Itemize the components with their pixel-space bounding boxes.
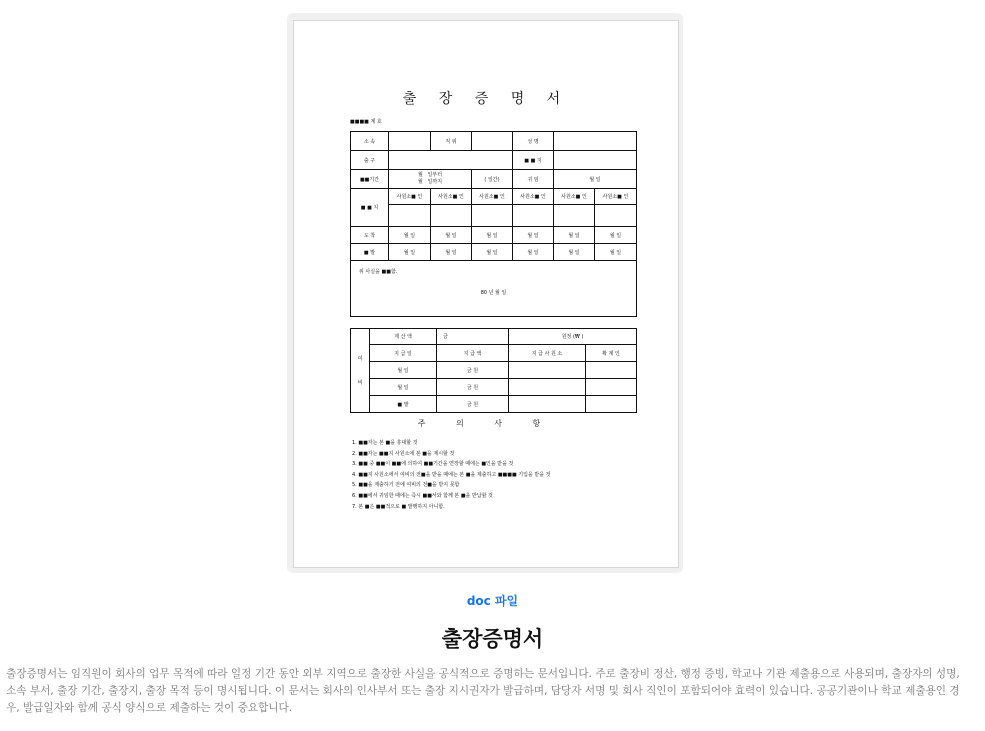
- form-meta: ■■■■ 계 호: [350, 119, 382, 125]
- cell-departure-date: 월 일: [554, 244, 595, 261]
- cell-label-period: ■■기간: [351, 170, 389, 189]
- cell-origin-value: [389, 151, 513, 170]
- confirmation-date: 80 년 월 일: [480, 290, 507, 296]
- cell-site-stamp: [472, 205, 513, 227]
- cell-label-calc-amount: 계 산 액: [370, 329, 437, 345]
- cell-departure-date: 월 일: [513, 244, 554, 261]
- cell-arrival-date: 월 일: [431, 227, 472, 244]
- cell-label-issued: ■ 발: [370, 396, 437, 413]
- cell-label-travel-expense: 여 비: [351, 329, 370, 413]
- cell-site-stamp: [595, 205, 637, 227]
- confirmation-text: 위 사실을 ■■함.: [359, 269, 398, 275]
- cell-site-head: 사원소■ 인: [513, 189, 554, 205]
- cell-label-name: 성 명: [513, 132, 554, 151]
- trip-info-table: [350, 131, 637, 317]
- cell-label-arrival: 도 착: [351, 227, 389, 244]
- cell-site-stamp: [554, 205, 595, 227]
- cell-issued-amount: 금 원: [437, 396, 509, 413]
- notice-item: 7. 본 ■은 ■■적으로 ■ 발행하지 아니함.: [352, 503, 445, 510]
- cell-period-dates: 월 일부터 월 일까지: [389, 170, 472, 189]
- notice-item: 6. ■■에서 귀임한 때에는 즉시 ■■서와 함께 본 ■을 반납할 것: [352, 492, 493, 499]
- cell-issued-office: [509, 396, 586, 413]
- cell-arrival-date: 월 일: [472, 227, 513, 244]
- cell-label-pay-amount: 지 급 액: [437, 345, 509, 362]
- cell-period-days: ( 일간): [472, 170, 513, 189]
- cell-pay-office: [509, 362, 586, 379]
- cell-arrival-date: 월 일: [554, 227, 595, 244]
- cell-arrival-date: 월 일: [595, 227, 637, 244]
- document-page: [293, 20, 679, 568]
- file-type-link[interactable]: doc 파일: [466, 594, 519, 608]
- cell-label-position: 직 위: [431, 132, 472, 151]
- form-title: 출 장 증 명 서: [402, 91, 570, 107]
- cell-departure-date: 월 일: [595, 244, 637, 261]
- cell-site-head: 사원소■ 인: [389, 189, 431, 205]
- cell-site-head: 사원소■ 인: [472, 189, 513, 205]
- cell-pay-amount: 금 원: [437, 379, 509, 396]
- cell-departure-date: 월 일: [472, 244, 513, 261]
- cell-pay-amount: 금 원: [437, 362, 509, 379]
- cell-pay-confirm: [586, 362, 637, 379]
- cell-position-value: [472, 132, 513, 151]
- cell-site-head: 사원소■ 인: [554, 189, 595, 205]
- cell-pay-date: 월 일: [370, 362, 437, 379]
- notice-item: 4. ■■지 사원소에서 여비의 전■을 받을 때에는 본 ■을 제출하고 ■■■■ 기입을 받을 것: [352, 471, 551, 478]
- page-title: 출장증명서: [441, 627, 544, 651]
- cell-name-value: [554, 132, 637, 151]
- cell-calc-amount-prefix: 금: [437, 329, 509, 345]
- cell-site-stamp: [389, 205, 431, 227]
- cell-label-pay-office: 지 급 사 원 소: [509, 345, 586, 362]
- cell-arrival-date: 월 일: [513, 227, 554, 244]
- cell-label-site: ■ ■ 지: [351, 189, 389, 227]
- confirmation-cell: [351, 261, 637, 317]
- cell-dept-value: [389, 132, 431, 151]
- cell-destination-value: [554, 151, 637, 170]
- notice-item: 1. ■■자는 본 ■을 휴대할 것: [352, 440, 418, 446]
- notice-item: 5. ■■을 제출하기 전에 여비의 전■을 받지 못함: [352, 482, 460, 489]
- cell-label-confirm: 확 계 인: [586, 345, 637, 362]
- cell-calc-amount-value: 원정 (₩ ): [509, 329, 637, 345]
- cell-issued-confirm: [586, 396, 637, 413]
- notice-title: 주 의 사 항: [417, 419, 555, 428]
- cell-label-return: 귀 임: [513, 170, 554, 189]
- expense-table: [350, 328, 637, 413]
- cell-pay-office: [509, 379, 586, 396]
- cell-arrival-date: 월 일: [389, 227, 431, 244]
- cell-label-pay-date: 지 급 일: [370, 345, 437, 362]
- cell-site-head: 사원소■ 인: [595, 189, 637, 205]
- cell-departure-date: 월 일: [431, 244, 472, 261]
- notice-list: [352, 438, 550, 512]
- notice-item: 2. ■■자는 ■■지 사원소에 본 ■을 제시할 것: [352, 450, 455, 457]
- cell-pay-confirm: [586, 379, 637, 396]
- cell-label-departure: ■ 발: [351, 244, 389, 261]
- cell-departure-date: 월 일: [389, 244, 431, 261]
- cell-pay-date: 월 일: [370, 379, 437, 396]
- cell-label-origin: 출 구: [351, 151, 389, 170]
- description-text: 출장증명서는 임직원이 회사의 업무 목적에 따라 일정 기간 동안 외부 지역으로 출장한 사실을 공식적으로 증명하는 문서입니다. 주로 출장비 정산, 행정 증빙, 학교나 기관 제출용으로 사용되며, 출장자의 성명, 소속 부서, 출장 기간, 출장지, 출장 목적 등이 명시됩니다. 이 문서는 회사의 인사부서 또는 출장 지시권자가 발급하며, 담당자 서명 및 회사 직인이 포함되어야 효력이 있습니다. 공공기관이나 학교 제출용인 경우, 발급일자와 함께 공식 양식으로 제출하는 것이 중요합니다.: [6, 668, 960, 714]
- cell-label-dept: 소 속: [351, 132, 389, 151]
- notice-item: 3. ■■ 중 ■■이 ■■에 의하여 ■■기간을 연장할 때에는 ■인을 받을 것: [352, 461, 514, 468]
- cell-site-head: 사원소■ 인: [431, 189, 472, 205]
- cell-label-destination: ■ ■ 지: [513, 151, 554, 170]
- cell-return-date: 월 일: [554, 170, 637, 189]
- document-preview[interactable]: [287, 13, 683, 573]
- cell-site-stamp: [513, 205, 554, 227]
- cell-site-stamp: [431, 205, 472, 227]
